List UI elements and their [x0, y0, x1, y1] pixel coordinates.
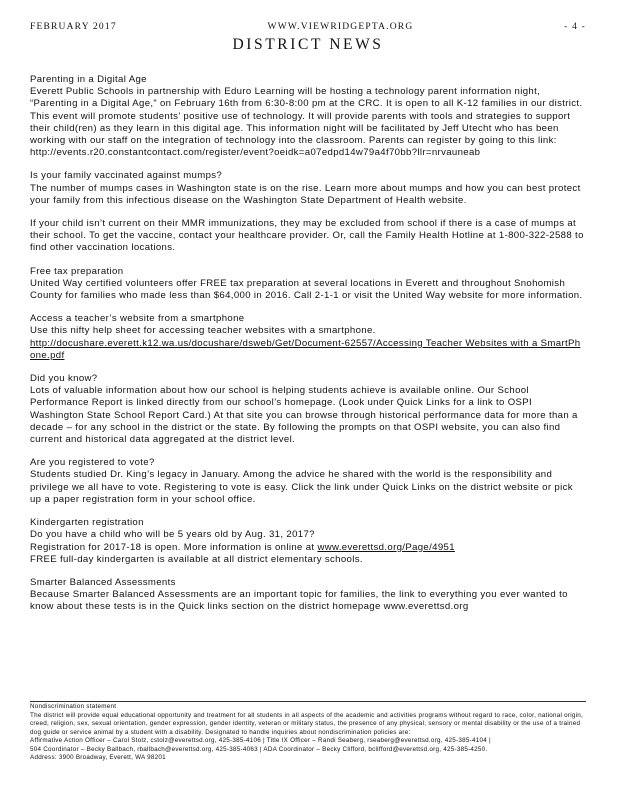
page-title: DISTRICT NEWS — [232, 36, 384, 53]
section-kindergarten — [30, 517, 586, 566]
footer-heading: Nondiscrimination statement — [30, 703, 117, 710]
footer-contacts-2: 504 Coordinator – Becky Ballbach, rballbach@everettsd.org, 425-385-4063 | ADA Coordinator – Becky Clifford, bclifford@everettsd.org, 425-385-4250. — [30, 745, 488, 753]
teacher-website-help-link[interactable]: http://docushare.everett.k12.wa.us/docushare/dsweb/Get/Document-62557/Accessing Teacher Websites with a SmartPhone.pdf — [30, 337, 581, 361]
section-body-2: If your child isn’t current on their MMR immunizations, they may be excluded from school if there is a case of mumps at their school. To get the vaccine, contact your healthcare provider. Or, call the Family Health Hotline at 1-800-322-2588 to find other vaccination locations. — [30, 218, 584, 254]
kindergarten-registration-link[interactable]: www.everettsd.org/Page/4951 — [317, 541, 455, 553]
section-teacher-website — [30, 313, 586, 362]
footer-contacts-1: Affirmative Action Officer – Carol Stolz, cstolz@everettsd.org, 425-385-4106 | Title IX Officer – Randi Seaberg, rseaberg@everettsd.org, 425-385-4104 | — [30, 737, 491, 744]
section-heading: Are you registered to vote? — [30, 457, 155, 469]
section-mumps — [30, 170, 586, 254]
section-smarter-balanced — [30, 577, 586, 614]
nondiscrimination-footer — [30, 701, 586, 763]
section-parenting — [30, 74, 586, 159]
section-body: Use this nifty help sheet for accessing teacher websites with a smartphone. — [30, 325, 376, 337]
section-heading: Is your family vaccinated against mumps? — [30, 170, 223, 182]
header-page-number: - 4 - — [564, 22, 586, 32]
event-registration-url: http://events.r20.constantcontact.com/register/event?oeidk=a07edpd14w79a4f70bb?llr=nrvauneab — [30, 147, 481, 159]
kindergarten-age-question: Do you have a child who will be 5 years old by Aug. 31, 2017? — [30, 529, 315, 541]
section-body: The number of mumps cases in Washington state is on the rise. Learn more about mumps and how you can best protect your family from this infectious disease on the Washington State Department of Health website. — [30, 182, 581, 206]
kindergarten-registration-line — [30, 542, 586, 554]
section-heading: Smarter Balanced Assessments — [30, 576, 176, 588]
footer-address: Address: 3900 Broadway, Everett, WA 98201 — [30, 754, 166, 761]
section-heading: Free tax preparation — [30, 265, 124, 277]
section-tax — [30, 266, 586, 303]
section-heading: Parenting in a Digital Age — [30, 74, 147, 85]
section-heading: Access a teacher’s website from a smartphone — [30, 313, 245, 325]
section-body: Because Smarter Balanced Assessments are an important topic for families, the link to everything you ever wanted to know about these tests is in the Quick links section on the district homepage www.everettsd.org — [30, 589, 568, 613]
page-header — [30, 22, 586, 34]
section-body: Students studied Dr. King’s legacy in January. Among the advice he shared with the world is the responsibility and privilege we all have to vote. Registering to vote is easy. Click the link under Quick Links on the district website or pick up a paper registration form in your school office. — [30, 469, 573, 505]
section-did-you-know — [30, 373, 586, 446]
registration-text: Registration for 2017-18 is open. More information is online at — [30, 541, 315, 553]
section-body: Lots of valuable information about how our school is helping students achieve is available online. Our School Performance Report is linked directly from our school’s homepage. (Look under Quick Links for a link to OSPI Washington State School Report Card.) At that site you can browse through historical performance data for more than a decade – for any school in the district or the state. By following the prompts on that OSPI website, you can also find current and historical data aggregated at the district level. — [30, 385, 578, 446]
section-vote — [30, 457, 586, 506]
section-body: United Way certified volunteers offer FREE tax preparation at several locations in Everett and throughout Snohomish County for families who made less than $64,000 in 2016. Call 2-1-1 or visit the United Way website for more information. — [30, 277, 583, 302]
header-site: WWW.VIEWRIDGEPTA.ORG — [267, 22, 414, 32]
header-date: FEBRUARY 2017 — [30, 22, 117, 32]
section-body: Everett Public Schools in partnership with Eduro Learning will be hosting a technology parent information night, “Parenting in a Digital Age,” on February 16th from 6:30-8:00 pm at the CRC. It is open to all K-12 families in our district. This event will promote students’ positive use of technology. It will provide parents with tools and strategies to support their child(ren) as they learn in this digital age. This information night will be facilitated by Jeff Utecht who has been working with our staff on the integration of technology into the classroom. Parents can register by going to this link: — [30, 86, 583, 147]
section-heading: Kindergarten registration — [30, 517, 144, 529]
section-heading: Did you know? — [30, 373, 98, 385]
footer-statement: The district will provide equal educational opportunity and treatment for all students in all aspects of the academic and activities programs without regard to race, color, national origin, creed, religion, sex, sexual orientation, gender expression, gender identity, veteran or military status, the presence of any physical, sensory or mental disability or the use of a trained dog guide or service animal by a student with a disability. Designated to handle inquiries about nondiscrimination policies are: — [30, 711, 584, 736]
kindergarten-free-note: FREE full-day kindergarten is available at all district elementary schools. — [30, 553, 363, 565]
